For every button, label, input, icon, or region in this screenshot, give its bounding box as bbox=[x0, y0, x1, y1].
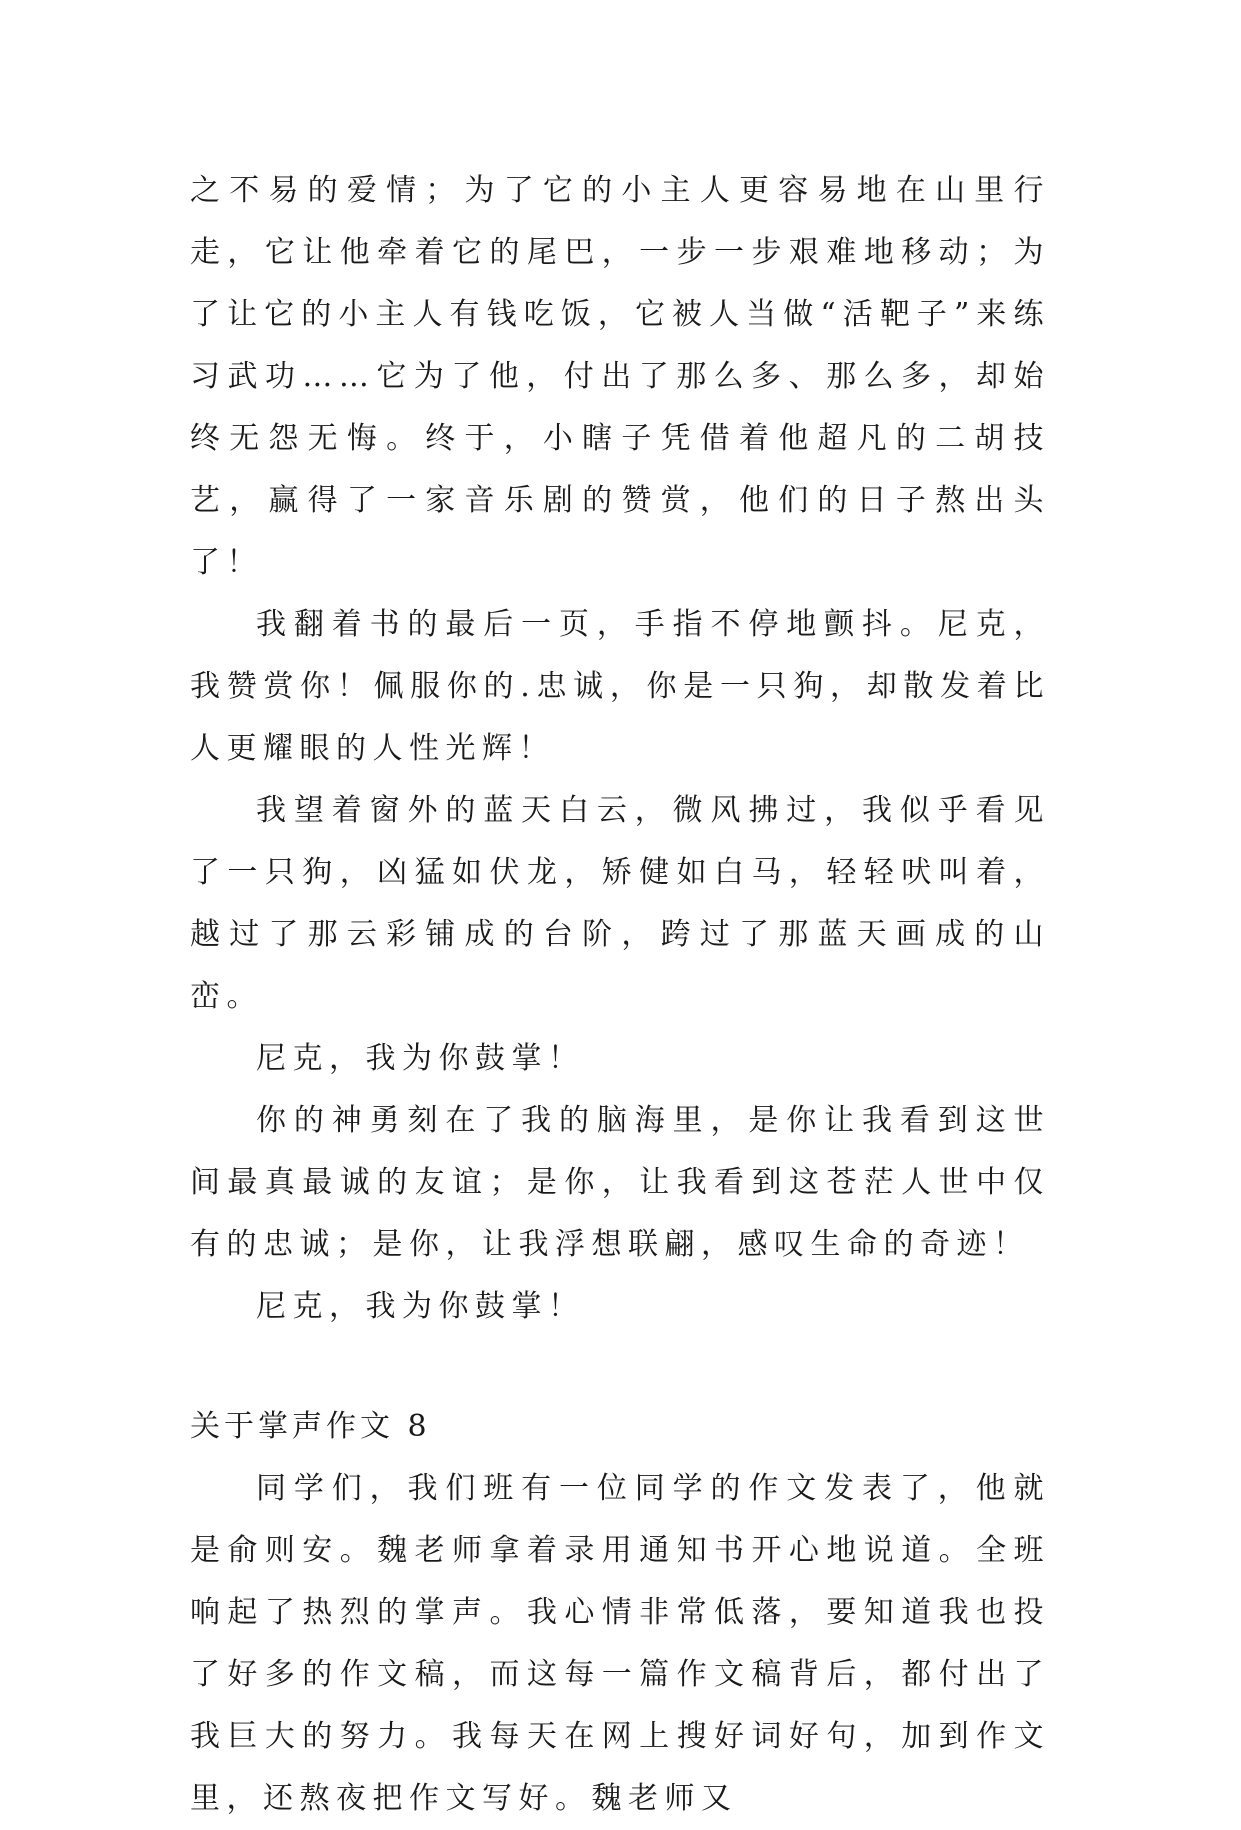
paragraph: 我翻着书的最后一页，手指不停地颤抖。尼克，我赞赏你！佩服你的.忠诚，你是一只狗，却散发着比人更耀眼的人性光辉！ bbox=[190, 607, 1050, 766]
paragraph: 同学们，我们班有一位同学的作文发表了，他就是俞则安。魏老师拿着录用通知书开心地说道。全班响起了热烈的掌声。我心情非常低落，要知道我也投了好多的作文稿，而这每一篇作文稿背后，都付出了我巨大的努力。我每天在网上搜好词好句，加到作文里，还熬夜把作文写好。魏老师又 bbox=[190, 1471, 1050, 1816]
section-spacer bbox=[190, 1338, 1050, 1396]
paragraph: 尼克，我为你鼓掌！ bbox=[256, 1289, 585, 1324]
document-body bbox=[190, 160, 1050, 1830]
paragraph: 我望着窗外的蓝天白云，微风拂过，我似乎看见了一只狗，凶猛如伏龙，矫健如白马，轻轻吠叫着，越过了那云彩铺成的台阶，跨过了那蓝天画成的山峦。 bbox=[190, 793, 1050, 1014]
paragraph-continuation: 之不易的爱情；为了它的小主人更容易地在山里行走，它让他牵着它的尾巴，一步一步艰难地移动；为了让它的小主人有钱吃饭，它被人当做“活靶子”来练习武功……它为了他，付出了那么多、那么多，却始终无怨无悔。终于，小瞎子凭借着他超凡的二胡技艺，赢得了一家音乐剧的赞赏，他们的日子熬出头了！ bbox=[190, 173, 1050, 580]
paragraph: 你的神勇刻在了我的脑海里，是你让我看到这世间最真最诚的友谊；是你，让我看到这苍茫人世中仅有的忠诚；是你，让我浮想联翩，感叹生命的奇迹！ bbox=[190, 1103, 1050, 1262]
paragraph: 尼克，我为你鼓掌！ bbox=[256, 1041, 585, 1076]
section-title: 关于掌声作文 8 bbox=[190, 1409, 431, 1444]
